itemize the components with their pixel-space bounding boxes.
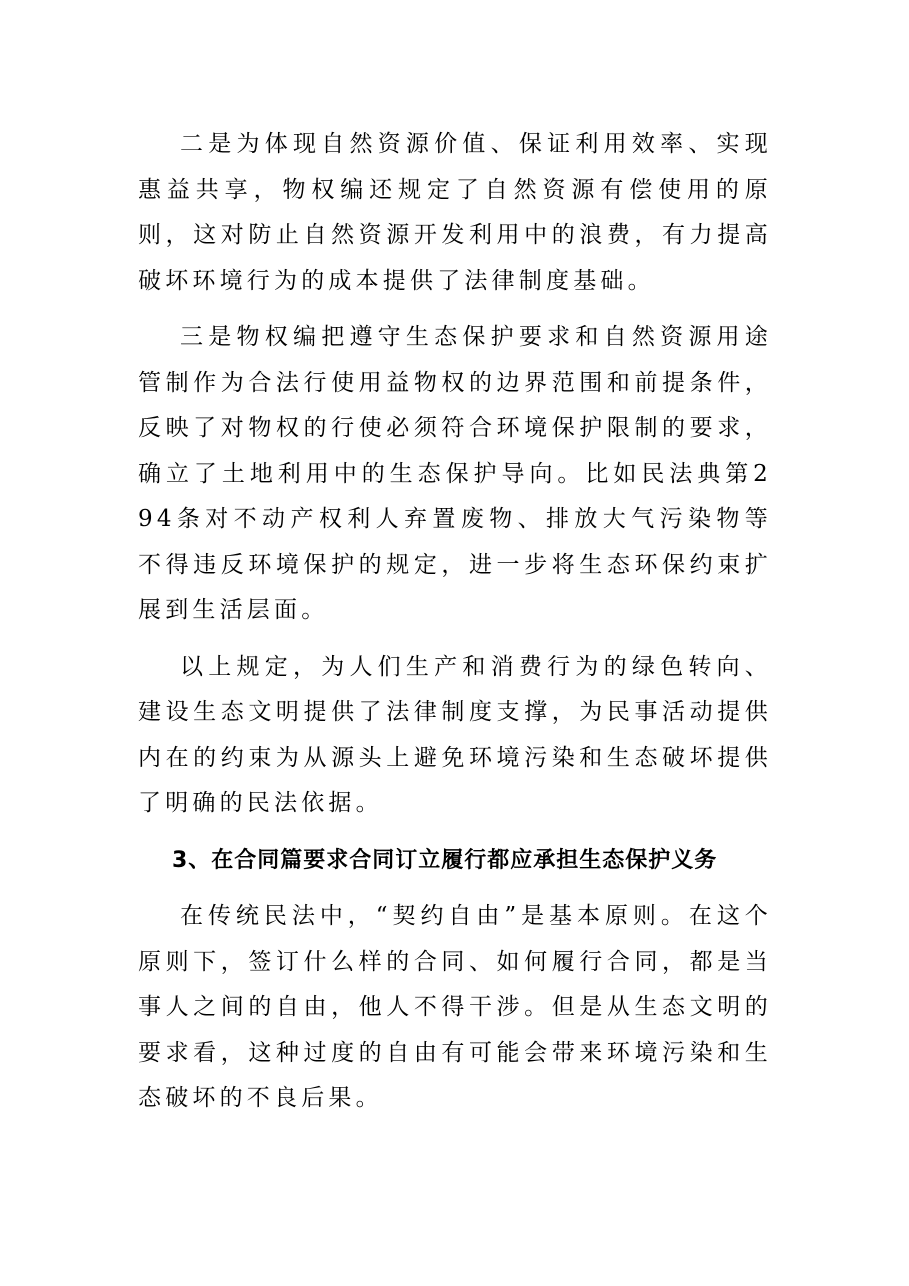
section-heading-contract: 3、在合同篇要求合同订立履行都应承担生态保护义务 <box>172 847 718 873</box>
paragraph-freedom-of-contract: 在传统民法中，“契约自由”是基本原则。在这个原则下，签订什么样的合同、如何履行合同，都是当事人之间的自由，他人不得干涉。但是从生态文明的要求看，这种过度的自由有可能会带来环境污染和生态破坏的不良后果。 <box>138 903 772 1111</box>
paragraph-natural-resource-paid-use: 二是为体现自然资源价值、保证利用效率、实现惠益共享，物权编还规定了自然资源有偿使用的原则，这对防止自然资源开发利用中的浪费，有力提高破坏环境行为的成本提供了法律制度基础。 <box>138 131 772 294</box>
paragraph-ecological-protection-boundary: 三是物权编把遵守生态保护要求和自然资源用途管制作为合法行使用益物权的边界范围和前提条件，反映了对物权的行使必须符合环境保护限制的要求，确立了土地利用中的生态保护导向。比如民法典第294条对不动产权利人弃置废物、排放大气污染物等不得违反环境保护的规定，进一步将生态环保约束扩展到生活层面。 <box>138 324 772 623</box>
document-body <box>138 122 772 1133</box>
paragraph-summary-green-transition: 以上规定，为人们生产和消费行为的绿色转向、建设生态文明提供了法律制度支撑，为民事活动提供内在的约束为从源头上避免环境污染和生态破坏提供了明确的民法依据。 <box>138 653 772 816</box>
